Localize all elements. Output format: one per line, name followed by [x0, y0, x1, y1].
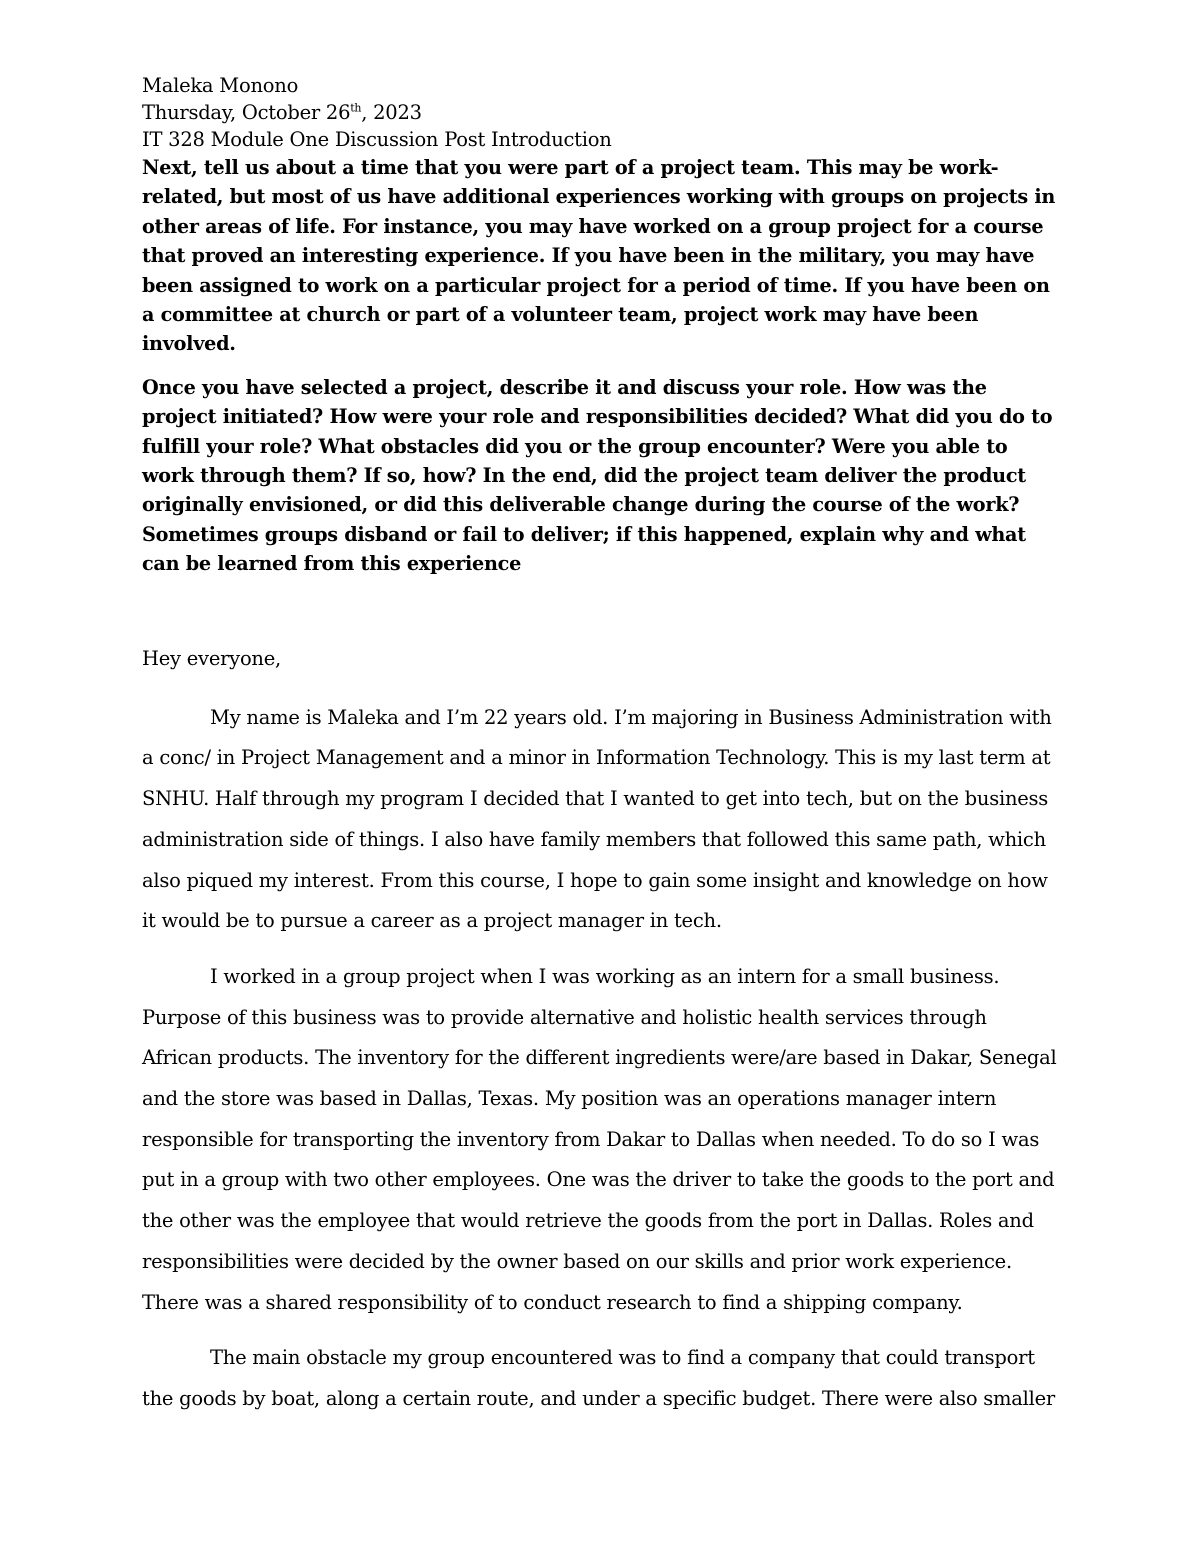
- prompt-paragraph-2: Once you have selected a project, describe it and discuss your role. How was the project initiated? How were your role and responsibilities decided? What did you do to fulfill your role? What obstacles did you or the group encounter? Were you able to work through them? If so, how? In the end, did the project team deliver the product originally envisioned, or did this deliverable change during the course of the work? Sometimes groups disband or fail to deliver; if this happened, explain why and what can be learned from this experience: [142, 375, 1053, 576]
- submission-date: [142, 99, 1060, 126]
- author-name: Maleka Monono: [142, 74, 299, 97]
- body-paragraph-3: The main obstacle my group encountered was to find a company that could transport the goods by boat, along a certain route, and under a specific budget. There were also smaller: [142, 1346, 1055, 1410]
- body-paragraph-1: My name is Maleka and I’m 22 years old. I’m majoring in Business Administration with a conc/ in Project Management and a minor in Information Technology. This is my last term at SNHU. Half through my program I decided that I wanted to get into tech, but on the business administration side of things. I also have family members that followed this same path, which also piqued my interest. From this course, I hope to gain some insight and knowledge on how it would be to pursue a career as a project manager in tech.: [142, 705, 1052, 933]
- date-main: Thursday, October 26: [142, 101, 351, 124]
- greeting: Hey everyone,: [142, 646, 281, 670]
- date-year: , 2023: [361, 101, 422, 124]
- document-content: [142, 72, 1060, 1420]
- prompt-paragraph-1: Next, tell us about a time that you were part of a project team. This may be work-related, but most of us have additional experiences working with groups on projects in other areas of life. For instance, you may have worked on a group project for a course that proved an interesting experience. If you have been in the military, you may have been assigned to work on a particular project for a period of time. If you have been on a committee at church or part of a volunteer team, project work may have been involved.: [142, 156, 1056, 356]
- date-ordinal-suffix: th: [350, 101, 362, 115]
- body-paragraph-2: I worked in a group project when I was working as an intern for a small business. Purpose of this business was to provide alternative and holistic health services through African products. The inventory for the different ingredients were/are based in Dakar, Senegal and the store was based in Dallas, Texas. My position was an operations manager intern responsible for transporting the inventory from Dakar to Dallas when needed. To do so I was put in a group with two other employees. One was the driver to take the goods to the port and the other was the employee that would retrieve the goods from the port in Dallas. Roles and responsibilities were decided by the owner based on our skills and prior work experience. There was a shared responsibility of to conduct research to find a shipping company.: [142, 964, 1057, 1314]
- assignment-title: IT 328 Module One Discussion Post Introduction: [142, 128, 612, 151]
